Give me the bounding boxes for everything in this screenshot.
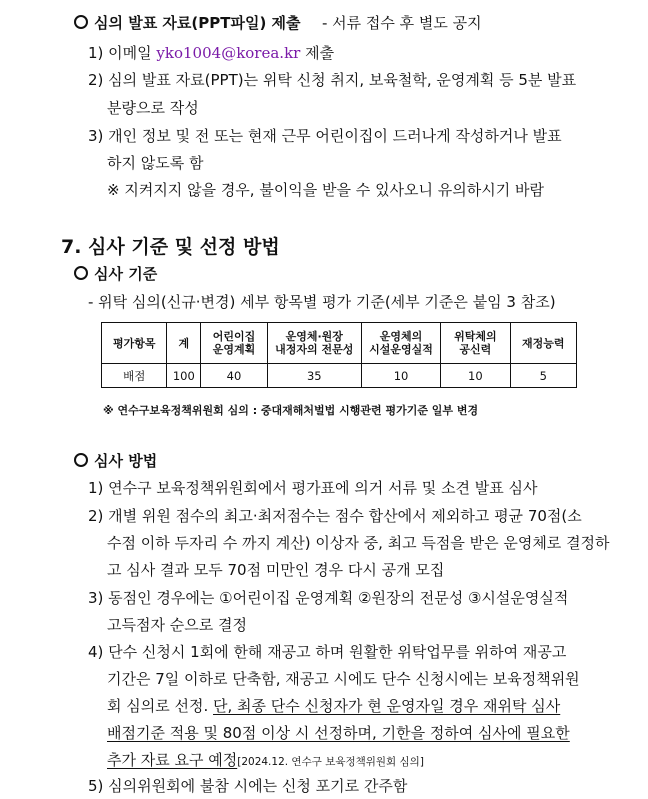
table-cell: 40 — [201, 364, 267, 388]
section-7-heading: 7. 심사 기준 및 선정 방법 — [61, 236, 280, 258]
method-item-2-line1: 2) 개별 위원 점수의 최고·최저점수는 점수 합산에서 제외하고 평균 70점(소 — [88, 507, 582, 525]
table-cell: 5 — [510, 364, 576, 388]
circle-bullet-icon — [74, 453, 88, 467]
m4-line3-underlined: 단, 최종 단수 신청자가 현 운영자일 경우 재위탁 심사 — [213, 697, 561, 715]
item1-prefix: 1) 이메일 — [88, 44, 152, 62]
method-title-text: 심사 방법 — [94, 452, 158, 470]
submit-item-2-line2: 분량으로 작성 — [107, 99, 199, 117]
method-item-2-line2: 수점 이하 두자리 수 까지 계산) 이상자 중, 최고 득점을 받은 운영체로 결정하 — [107, 534, 610, 552]
method-item-4-line4: 배점기준 적용 및 80점 이상 시 선정하며, 기한을 정하여 심사에 필요한 — [107, 724, 570, 742]
table-cell: 10 — [441, 364, 510, 388]
table-note: ※ 연수구보육정책위원회 심의 : 중대재해처벌법 시행관련 평가기준 일부 변경 — [103, 404, 479, 417]
submit-item-3-line2: 하지 않도록 함 — [107, 154, 204, 172]
m4-source-note: [2024.12. 연수구 보육정책위원회 심의] — [237, 756, 424, 768]
submit-item-1 — [88, 43, 334, 63]
submit-item-3-note: ※ 지켜지지 않을 경우, 불이익을 받을 수 있사오니 유의하시기 바람 — [107, 181, 544, 199]
table-cell: 10 — [361, 364, 440, 388]
method-title — [74, 451, 157, 471]
table-header-cell: 운영체·원장 내정자의 전문성 — [267, 323, 361, 364]
m4-line5-underlined: 추가 자료 요구 예정 — [107, 751, 238, 769]
criteria-description: - 위탁 심의(신규·변경) 세부 항목별 평가 기준(세부 기준은 붙임 3 참조) — [88, 293, 556, 311]
submit-title-note: - 서류 접수 후 별도 공지 — [322, 14, 482, 32]
email-address: yko1004@korea.kr — [156, 44, 301, 62]
table-header-cell: 재정능력 — [510, 323, 576, 364]
method-item-3-line1: 3) 동점인 경우에는 ①어린이집 운영계획 ②원장의 전문성 ③시설운영실적 — [88, 589, 569, 607]
method-item-4-line1: 4) 단수 신청시 1회에 한해 재공고 하며 원활한 위탁업무를 위하여 재공고 — [88, 643, 567, 661]
method-item-2-line3: 고 심사 결과 모두 70점 미만인 경우 다시 공개 모집 — [107, 561, 445, 579]
submit-item-3-line1: 3) 개인 정보 및 전 또는 현재 근무 어린이집이 드러나게 작성하거나 발표 — [88, 127, 562, 145]
table-cell: 100 — [167, 364, 201, 388]
circle-bullet-icon — [74, 266, 88, 280]
table-header-cell: 계 — [167, 323, 201, 364]
method-item-4-line5 — [107, 750, 424, 772]
table-header-cell: 위탁체의 공신력 — [441, 323, 510, 364]
method-item-5: 5) 심의위원회에 불참 시에는 신청 포기로 간주함 — [88, 777, 408, 795]
table-cell: 35 — [267, 364, 361, 388]
table-row — [102, 364, 577, 388]
criteria-table — [101, 322, 577, 388]
submit-item-2-line1: 2) 심의 발표 자료(PPT)는 위탁 신청 취지, 보육철학, 운영계획 등 5분 발표 — [88, 71, 577, 89]
table-header-cell: 운영체의 시설운영실적 — [361, 323, 440, 364]
criteria-title — [74, 264, 157, 284]
table-header-cell: 어린이집 운영계획 — [201, 323, 267, 364]
table-header-cell: 평가항목 — [102, 323, 167, 364]
method-item-1: 1) 연수구 보육정책위원회에서 평가표에 의거 서류 및 소견 발표 심사 — [88, 479, 538, 497]
method-item-3-line2: 고득점자 순으로 결정 — [107, 616, 247, 634]
m4-line3-plain: 회 심의로 선정. — [107, 697, 214, 715]
circle-bullet-icon — [74, 15, 88, 29]
criteria-title-text: 심사 기준 — [94, 265, 158, 283]
submit-title-text: 심의 발표 자료(PPT파일) 제출 — [94, 14, 301, 32]
table-header-row — [102, 323, 577, 364]
item1-suffix: 제출 — [305, 44, 335, 62]
method-item-4-line2: 기간은 7일 이하로 단축함, 재공고 시에도 단수 신청시에는 보육정책위원 — [107, 670, 580, 688]
submit-section-title — [74, 13, 301, 33]
method-item-4-line3 — [107, 696, 560, 716]
table-row-label: 배점 — [102, 364, 167, 388]
